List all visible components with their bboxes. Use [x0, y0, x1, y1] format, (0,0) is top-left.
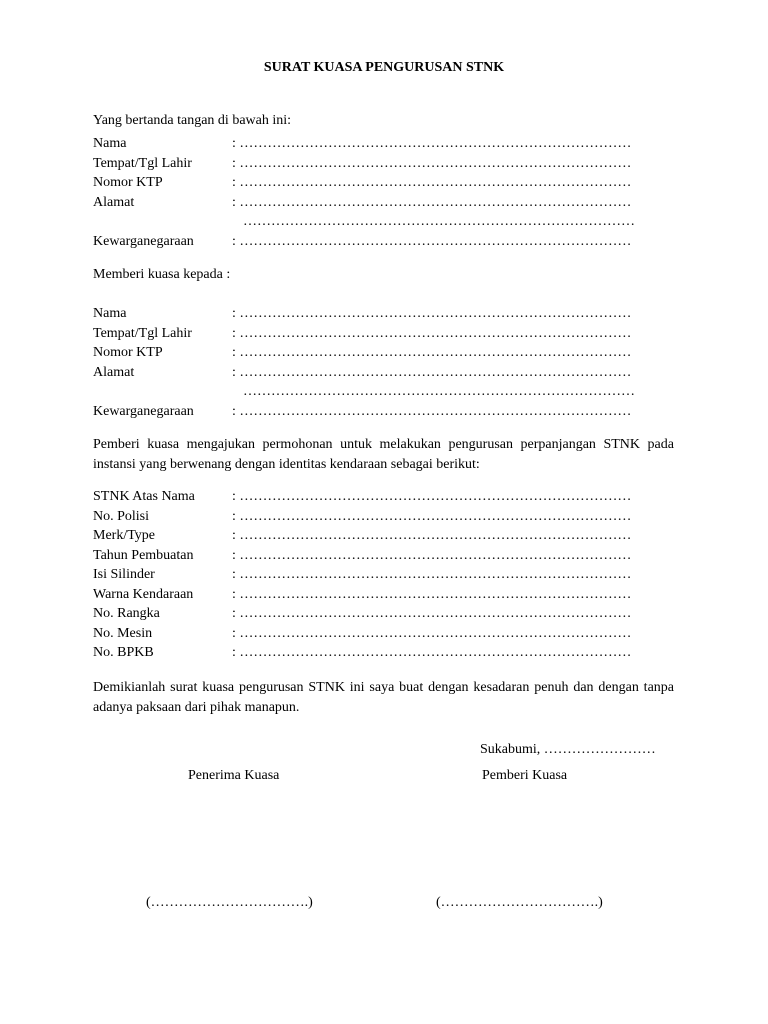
field-label: Nomor KTP — [93, 175, 163, 190]
field-value: : ………………………………………………………………………… — [232, 175, 632, 190]
field-value: : ………………………………………………………………………… — [232, 586, 632, 602]
field-row — [93, 643, 693, 663]
field-row — [93, 526, 693, 546]
field-label: Nomor KTP — [93, 345, 163, 360]
field-label: No. Rangka — [93, 606, 160, 621]
field-value: : ………………………………………………………………………… — [232, 194, 632, 210]
field-row — [93, 624, 693, 644]
field-value: ………………………………………………………………………… — [243, 384, 635, 399]
field-row — [93, 173, 693, 193]
field-value: : ………………………………………………………………………… — [232, 136, 632, 151]
field-row-continuation — [93, 212, 693, 232]
field-label: Merk/Type — [93, 528, 156, 543]
field-value: : ………………………………………………………………………… — [232, 645, 632, 660]
giver-label: Pemberi Kuasa — [482, 768, 568, 783]
field-value: : ………………………………………………………………………… — [232, 403, 632, 419]
field-row — [93, 604, 693, 624]
field-label: STNK Atas Nama — [93, 489, 195, 504]
field-row — [93, 363, 693, 383]
field-row — [93, 507, 693, 527]
field-label: Isi Silinder — [93, 567, 155, 582]
field-row — [93, 585, 693, 605]
place-date: Sukabumi, …………………… — [480, 742, 656, 757]
field-value: : ………………………………………………………………………… — [232, 625, 632, 641]
field-label: Alamat — [93, 194, 135, 210]
field-row — [93, 402, 693, 422]
field-value: : ………………………………………………………………………… — [232, 489, 632, 504]
field-row — [93, 193, 693, 213]
field-value: : ………………………………………………………………………… — [232, 567, 632, 582]
grantee-fields — [93, 304, 693, 421]
request-paragraph: Pemberi kuasa mengajukan permohonan untuk melakukan pengurusan perpanjangan STNK pada instansi yang berwenang dengan identitas kendaraan sebagai berikut: — [93, 437, 674, 472]
field-value: : ………………………………………………………………………… — [232, 528, 632, 543]
field-label: Nama — [93, 306, 127, 321]
receiver-label: Penerima Kuasa — [188, 768, 280, 783]
intro-text: Yang bertanda tangan di bawah ini: — [93, 113, 292, 128]
field-label: Nama — [93, 136, 127, 151]
field-label: No. Polisi — [93, 508, 150, 524]
field-row — [93, 154, 693, 174]
document-title: SURAT KUASA PENGURUSAN STNK — [263, 60, 505, 75]
field-label: Tempat/Tgl Lahir — [93, 155, 192, 171]
vehicle-fields — [93, 487, 693, 663]
field-value: : ………………………………………………………………………… — [232, 547, 632, 563]
field-row — [93, 343, 693, 363]
field-value: : ………………………………………………………………………… — [232, 508, 632, 524]
field-label: Tempat/Tgl Lahir — [93, 325, 192, 341]
field-value: : ………………………………………………………………………… — [232, 364, 632, 380]
field-label: No. BPKB — [93, 645, 154, 660]
field-row — [93, 324, 693, 344]
field-label: Tahun Pembuatan — [93, 547, 194, 563]
field-row — [93, 565, 693, 585]
receiver-signature-line: (…………………………….) — [146, 895, 313, 910]
field-label: Kewarganegaraan — [93, 233, 194, 249]
field-label: Kewarganegaraan — [93, 403, 194, 419]
field-label: Warna Kendaraan — [93, 586, 194, 602]
field-label: No. Mesin — [93, 625, 153, 641]
field-value: : ………………………………………………………………………… — [232, 155, 632, 171]
field-label: Alamat — [93, 364, 135, 380]
grantor-fields — [93, 134, 693, 251]
grant-intro-text: Memberi kuasa kepada : — [93, 267, 231, 282]
giver-signature-line: (…………………………….) — [436, 895, 603, 910]
field-value: : ………………………………………………………………………… — [232, 345, 632, 360]
field-row — [93, 232, 693, 252]
field-value: : ………………………………………………………………………… — [232, 306, 632, 321]
closing-paragraph: Demikianlah surat kuasa pengurusan STNK ini saya buat dengan kesadaran penuh dan dengan tanpa adanya paksaan dari pihak manapun. — [93, 680, 674, 715]
field-value: : ………………………………………………………………………… — [232, 325, 632, 341]
field-row — [93, 546, 693, 566]
field-row — [93, 134, 693, 154]
field-row — [93, 304, 693, 324]
field-value: : ………………………………………………………………………… — [232, 606, 632, 621]
field-row-continuation — [93, 382, 693, 402]
field-value: : ………………………………………………………………………… — [232, 233, 632, 249]
field-row — [93, 487, 693, 507]
field-value: ………………………………………………………………………… — [243, 214, 635, 229]
